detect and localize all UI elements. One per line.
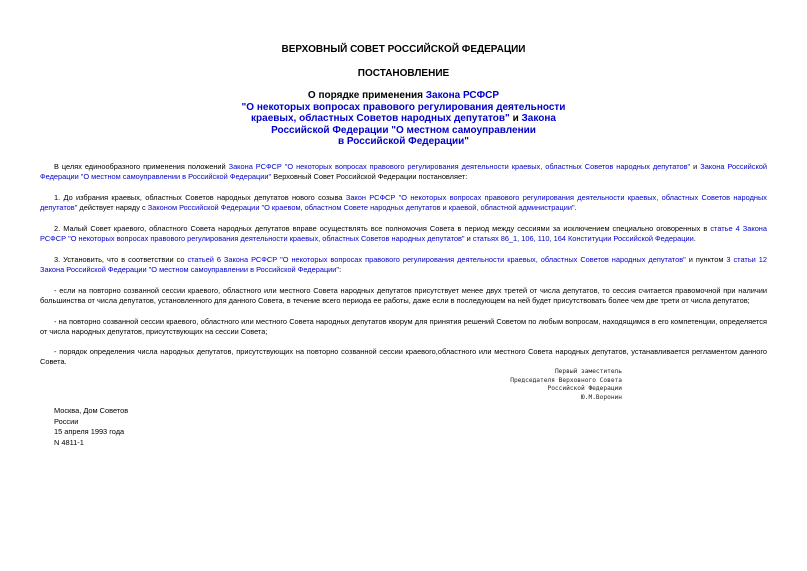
doc-type-heading: ПОСТАНОВЛЕНИЕ	[357, 68, 450, 79]
p4-link-article-6[interactable]: статьей 6 Закона РСФСР "О некоторых вопросах правового регулирования деятельности краевых, областных Советов народных депутатов"	[187, 255, 686, 264]
place-date-block	[54, 406, 128, 448]
p4-text-1: 3. Установить, что в соответствии со	[54, 255, 188, 264]
date: 15 апреля 1993 года	[54, 427, 125, 437]
country: России	[54, 416, 79, 426]
title-link-line4[interactable]: Российской Федерации "О местном самоуправлении	[271, 124, 536, 136]
title-link-rsfsr-law[interactable]: Закона РСФСР	[425, 90, 500, 101]
p5-text: - если на повторно созванной сессии краевого, областного или местного Совета народных депутатов присутствует менее двух третей от числа депутатов, то сессия считается правомочной при наличии большинства от числа депутатов, установленного для данного Совета, в течение всего периода ее работы, даже если в последующем на ней будет присутствовать более чем две трети от числа депутатов;	[40, 286, 767, 306]
signature-line-3: Российской Федерации	[547, 385, 622, 393]
p2-link-rsfsr-law[interactable]: Закон РСФСР "О некоторых вопросах правового регулирования деятельности краевых, областных Советов народных депутатов"	[40, 193, 767, 213]
p7-text: - порядок определения числа народных депутатов, присутствующих на повторно созванной сессии краевого,областного или местного Совета народных депутатов, устанавливается регламентом данного Совета.	[40, 347, 767, 367]
p2-text-3: .	[574, 203, 577, 213]
paragraph-3	[40, 255, 767, 276]
signature-line-1: Первый заместитель	[554, 368, 622, 375]
signature-block	[470, 368, 622, 402]
p3-text-3: .	[693, 234, 696, 244]
p2-text-1: 1. До избрания краевых, областных Советов народных депутатов нового созыва	[54, 193, 346, 202]
paragraph-preamble	[40, 162, 767, 183]
p1-text-3: Верховный Совет Российской Федерации постановляет:	[271, 172, 468, 182]
title-link-line5[interactable]: в Российской Федерации"	[337, 136, 470, 147]
p3-link-constitution[interactable]: статьях 86_1, 106, 110, 164 Конституции Российской Федерации	[472, 234, 694, 244]
p4-text-2: и пунктом	[685, 255, 727, 264]
title-prefix: О порядке применения	[307, 90, 426, 101]
place: Москва, Дом Советов	[54, 406, 129, 415]
paragraph-3-item-1	[40, 286, 767, 307]
paragraph-3-item-2	[40, 317, 767, 338]
title-link-rf-law[interactable]: Закона	[521, 113, 556, 124]
p3-link-article-4[interactable]: статье 4 Закона РСФСР "О некоторых вопросах правового регулирования деятельности краевых, областных Советов народных депутатов"	[40, 224, 767, 244]
p1-link-rf-law[interactable]: Закона Российской Федерации "О местном самоуправлении в Российской Федерации"	[40, 162, 767, 182]
signature-line-4: Ю.М.Воронин	[581, 393, 622, 401]
p3-text-2: и	[464, 234, 473, 244]
p1-text-1: В целях единообразного применения положений	[54, 162, 229, 171]
p2-text-2: действует наряду с	[77, 203, 148, 213]
document-number: N 4811-1	[54, 437, 84, 447]
p1-text-2: и	[690, 162, 701, 171]
document-title	[200, 90, 607, 148]
title-and: и	[509, 113, 522, 124]
p6-text: - на повторно созванной сессии краевого, областного или местного Совета народных депутатов кворум для принятия решений Советом по любым вопросам, находящимся в его компетенции, определяется от числа народных депутатов, присутствующих на сессии Совета;	[40, 317, 767, 337]
p1-link-rsfsr-law[interactable]: Закона РСФСР "О некоторых вопросах правового регулирования деятельности краевых, областных Советов народных депутатов"	[228, 162, 691, 171]
p4-link-article-12[interactable]: 3 статьи 12 Закона Российской Федерации "О местном самоуправлении в Российской Федерации"	[40, 255, 767, 275]
paragraph-1	[40, 193, 767, 214]
p2-link-rf-law[interactable]: Законом Российской Федерации "О краевом, областном Совете народных депутатов и краевой, областной администрации"	[147, 203, 575, 213]
p3-text-1: 2. Малый Совет краевого, областного Совета народных депутатов вправе осуществлять все полномочия Совета в период между сессиями за исключением специально оговоренных в	[54, 224, 711, 233]
paragraph-3-item-3	[40, 347, 767, 368]
p4-text-3: :	[339, 265, 342, 275]
title-link-line2[interactable]: "О некоторых вопросах правового регулирования деятельности	[241, 101, 566, 113]
paragraph-2	[40, 224, 767, 245]
title-link-line3[interactable]: краевых, областных Советов народных депутатов"	[251, 113, 510, 124]
signature-line-2: Председателя Верховного Совета	[510, 376, 622, 384]
issuer-heading: ВЕРХОВНЫЙ СОВЕТ РОССИЙСКОЙ ФЕДЕРАЦИИ	[281, 44, 526, 55]
